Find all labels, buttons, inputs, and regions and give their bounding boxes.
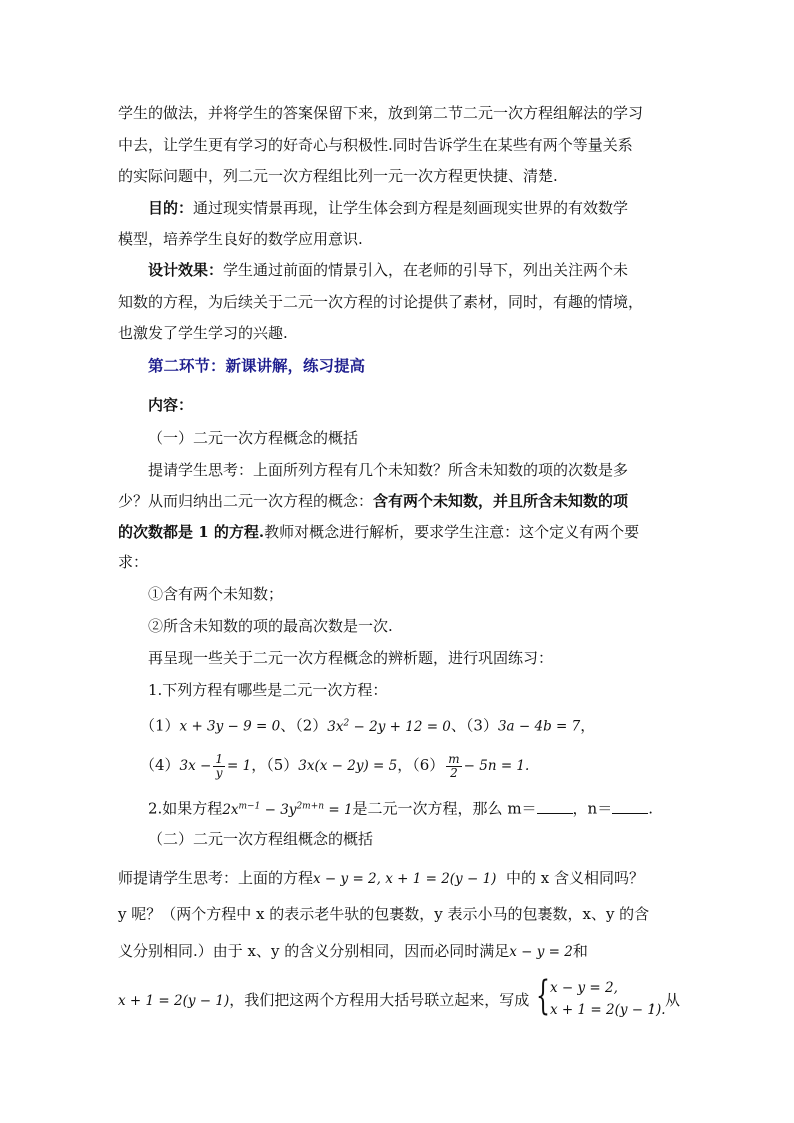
text-span: 教师对概念进行解析，要求学生注意：这个定义有两个要 <box>264 523 640 541</box>
requirement-item: ①含有两个未知数； <box>148 585 284 603</box>
paragraph-line: 模型，培养学生良好的数学应用意识. <box>118 230 363 248</box>
equation: x − y = 2, x + 1 = 2(y − 1) <box>313 871 497 887</box>
equation: x − y = 2 <box>509 944 573 960</box>
text-span: ，n＝ <box>572 799 613 818</box>
content-label: 内容： <box>148 396 194 414</box>
equation: x + 3y − 9 = 0 <box>179 718 281 735</box>
brace-icon: { <box>536 973 550 1019</box>
requirement-item: ②所含未知数的项的最高次数是一次. <box>148 617 393 635</box>
purpose-text: 通过现实情景再现，让学生体会到方程是刻画现实世界的有效数学 <box>193 199 629 217</box>
equation-row <box>140 713 700 737</box>
paragraph-line: 学生的做法，并将学生的答案保留下来，放到第二节二元一次方程组解法的学习 <box>118 104 644 122</box>
answer-blank-m[interactable] <box>537 799 573 814</box>
definition-text: 的次数都是 1 的方程. <box>118 523 265 541</box>
numerator: m <box>448 751 460 766</box>
item-label: （1） <box>140 716 180 735</box>
paragraph-line: 也激发了学生学习的兴趣. <box>118 324 288 342</box>
equation: x + 1 = 2(y − 1) <box>118 993 230 1009</box>
paragraph-line <box>118 522 678 542</box>
equation: 3x(x − 2y) = 5 <box>298 758 398 774</box>
denominator: y <box>215 765 223 780</box>
section-heading: 第二环节：新课讲解，练习提高 <box>148 356 366 375</box>
punctuation: . <box>648 799 653 818</box>
equation: 3a − 4b = 7 <box>497 718 581 735</box>
design-effect-line <box>148 260 708 280</box>
paragraph-line: 的实际问题中，列二元一次方程组比列一元一次方程更快捷、清楚. <box>118 167 558 185</box>
text-span: 和 <box>572 942 588 960</box>
item-label: 、（3） <box>450 716 498 735</box>
paragraph-line: 提请学生思考：上面所列方程有几个未知数？所含未知数的项的次数是多 <box>148 461 629 479</box>
punctuation: ， <box>580 716 596 735</box>
paragraph-line <box>118 868 678 889</box>
system-row: x − y = 2, <box>550 980 618 996</box>
eq-part: 3x − <box>179 758 212 774</box>
question-2 <box>148 796 708 820</box>
purpose-line <box>148 198 708 218</box>
fraction <box>213 753 225 780</box>
paragraph-line: 再呈现一些关于二元一次方程概念的辨析题，进行巩固练习： <box>148 649 554 667</box>
text-span: 师提请学生思考：上面的方程 <box>118 869 314 887</box>
eq-part: = 1 <box>324 801 353 818</box>
exponent: m−1 <box>238 801 261 811</box>
equation-system <box>536 973 666 1022</box>
design-effect-label: 设计效果： <box>148 261 224 279</box>
subsection-title: （二）二元一次方程组概念的概括 <box>148 830 374 848</box>
definition-text: 含有两个未知数，并且所含未知数的项 <box>373 492 629 510</box>
eq-part: 2x <box>222 801 239 818</box>
answer-blank-n[interactable] <box>612 799 648 814</box>
item-label: ，（5） <box>251 756 299 774</box>
equation <box>222 802 352 818</box>
paragraph-line: 中去，让学生更有学习的好奇心与积极性.同时告诉学生在某些有两个等量关系 <box>118 136 633 154</box>
purpose-label: 目的： <box>148 199 194 217</box>
item-label: ，（6） <box>397 756 445 774</box>
text-span: ，我们把这两个方程用大括号联立起来，写成 <box>229 991 530 1009</box>
paragraph-line: ，从 <box>650 991 681 1009</box>
eq-part: − 3y <box>260 801 297 818</box>
paragraph-line <box>118 941 678 962</box>
question-1: 1.下列方程有哪些是二元一次方程： <box>148 681 388 699</box>
equation-row <box>140 748 700 782</box>
text-span: 少？从而归纳出二元一次方程的概念： <box>118 492 374 510</box>
equation <box>327 719 451 735</box>
item-label: （4） <box>140 756 180 774</box>
paragraph-line <box>118 491 678 511</box>
text-span: 义分别相同.）由于 x、y 的含义分别相同，因而必同时满足 <box>118 942 510 960</box>
fraction <box>446 753 461 780</box>
paragraph-line: 求： <box>118 553 149 571</box>
design-effect-text: 学生通过前面的情景引入，在老师的引导下，列出关注两个未 <box>223 261 629 279</box>
system-row: x + 1 = 2(y − 1). <box>550 1002 666 1018</box>
eq-part: 3x <box>327 718 344 735</box>
eq-part: − 5n = 1. <box>463 758 530 774</box>
subsection-title: （一）二元一次方程概念的概括 <box>148 429 359 447</box>
paragraph-line: 知数的方程，为后续关于二元一次方程的讨论提供了素材，同时，有趣的情境， <box>118 293 644 311</box>
eq-part: = 1 <box>227 758 252 774</box>
paragraph-line: y 呢？（两个方程中 x 的表示老牛驮的包裹数，y 表示小马的包裹数，x、y 的含 <box>118 905 650 923</box>
text-span: 2.如果方程 <box>148 799 223 818</box>
exponent: 2 <box>343 718 350 728</box>
text-span: 是二元一次方程，那么 m＝ <box>352 799 537 818</box>
numerator: 1 <box>215 751 223 766</box>
eq-part: − 2y + 12 = 0 <box>349 718 451 735</box>
denominator: 2 <box>450 765 458 780</box>
item-label: 、（2） <box>280 716 328 735</box>
text-span: 中的 x 含义相同吗？ <box>506 869 644 887</box>
exponent: 2m+n <box>296 801 325 811</box>
